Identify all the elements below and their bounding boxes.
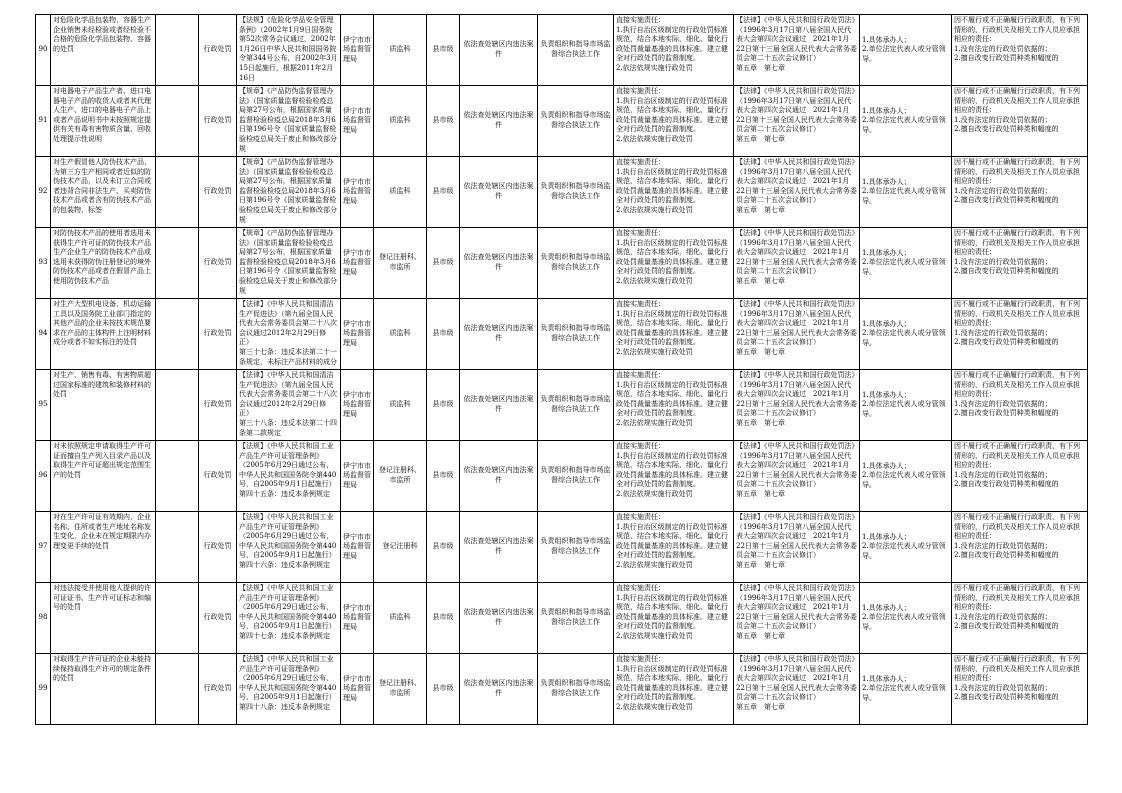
blank-cell	[156, 15, 199, 86]
legal-basis-cell: 【法规】《中华人民共和国工业产品生产许可证管理条例》（2005年6月29日通过公布，中华人民共和国国务院令第440号，自2005年9月1日起施行） 第四十八条：违反本条例规定	[237, 654, 341, 725]
table-row	[36, 228, 1088, 299]
blank-cell	[156, 157, 199, 228]
office-cell: 登记注册科、市监所	[374, 228, 427, 299]
table-row	[36, 86, 1088, 157]
item-name-cell: 对生产大型机电设备、机动运输工具以及国务院工业部门指定的其他产品的企业未按技术规范要求在产品的主体构件上注明材料成分或者不如实标注的处罚	[51, 299, 156, 370]
legal-basis-cell: 【法规】《中华人民共和国工业产品生产许可证管理条例》（2005年6月29日通过公布，中华人民共和国国务院令第440号，自2005年9月1日起施行） 第四十六条：违反本条例规定	[237, 512, 341, 583]
table-row	[36, 441, 1088, 512]
responsibility-cell: 直接实施责任： 1.执行自治区级制定的行政处罚标准规范，结合本地实际，细化、量化行政处罚裁量基准的具体标准。建立健全对行政处罚的监督制度。 2.依法依规实施行政处罚	[614, 370, 734, 441]
blank-cell	[156, 299, 199, 370]
office-cell: 质监科	[374, 370, 427, 441]
row-number: 94	[36, 299, 51, 370]
responsibility-law-cell: 【法律】《中华人民共和国行政处罚法》（1996年3月17日第八届全国人民代表大会第四次会议通过 2021年1月22日第十三届全国人民代表大会常务委员会第二十五次会议修订） 第五章 第七章	[734, 86, 860, 157]
category-cell: 行政处罚	[199, 228, 237, 299]
liable-person-cell: 1.具体承办人； 2.单位法定代表人或分管领导。	[860, 583, 952, 654]
subject-cell: 依法查处辖区内违法案件	[460, 512, 538, 583]
duty-cell: 负责组织和指导市场监督综合执法工作	[538, 299, 614, 370]
subject-cell: 依法查处辖区内违法案件	[460, 299, 538, 370]
exemption-cell: 因不履行或不正确履行行政职责，有下列情形的，行政机关及相关工作人员应承担相应的责任： 1.没有法定的行政处罚依据的； 2.擅自改变行政处罚种类和幅度的	[952, 370, 1088, 441]
row-number: 97	[36, 512, 51, 583]
office-cell: 登记注册科、市监所	[374, 654, 427, 725]
legal-basis-cell: 【规章】《产品防伪监督管理办法》（国家质量监督检验检疫总局第27号公布，根据国家质量监督检验检疫总局2018年3月6日第196号令《国家质量监督检验检疫总局关于废止和修改部分规	[237, 157, 341, 228]
liable-person-cell: 1.具体承办人； 2.单位法定代表人或分管领导。	[860, 441, 952, 512]
department-cell: 伊宁市市场监督管理局	[341, 299, 374, 370]
subject-cell: 依法查处辖区内违法案件	[460, 654, 538, 725]
liable-person-cell: 1.具体承办人； 2.单位法定代表人或分管领导。	[860, 512, 952, 583]
legal-basis-cell: 【法律】《中华人民共和国清洁生产促进法》（第九届全国人民代表大会常务委员会第二十八次会议通过2012年2月29日修正） 第三十七条：违反本法第二十一条规定，未标注产品材料的成分	[237, 299, 341, 370]
table-row	[36, 15, 1088, 86]
liable-person-cell: 1.具体承办人； 2.单位法定代表人或分管领导。	[860, 157, 952, 228]
responsibility-cell: 直接实施责任： 1.执行自治区级制定的行政处罚标准规范，结合本地实际，细化、量化行政处罚裁量基准的具体标准。建立健全对行政处罚的监督制度。 2.依法依规实施行政处罚	[614, 86, 734, 157]
blank-cell	[156, 86, 199, 157]
legal-basis-cell: 【法规】《危险化学品安全管理条例》（2002年1月9日国务院第52次常务会议通过，2002年1月26日中华人民共和国国务院令第344号公布，自2002年3月15日起施行，根据2011年2月16日	[237, 15, 341, 86]
category-cell: 行政处罚	[199, 512, 237, 583]
responsibility-list-table	[35, 14, 1088, 725]
blank-cell	[156, 370, 199, 441]
responsibility-law-cell: 【法律】《中华人民共和国行政处罚法》（1996年3月17日第八届全国人民代表大会第四次会议通过 2021年1月22日第十三届全国人民代表大会常务委员会第二十五次会议修订） 第五章 第七章	[734, 299, 860, 370]
duty-cell: 负责组织和指导市场监督综合执法工作	[538, 15, 614, 86]
table-row	[36, 370, 1088, 441]
duty-cell: 负责组织和指导市场监督综合执法工作	[538, 228, 614, 299]
responsibility-cell: 直接实施责任： 1.执行自治区级制定的行政处罚标准规范，结合本地实际，细化、量化行政处罚裁量基准的具体标准。建立健全对行政处罚的监督制度。 2.依法依规实施行政处罚	[614, 228, 734, 299]
legal-basis-cell: 【规章】《产品防伪监督管理办法》（国家质量监督检验检疫总局第27号公布，根据国家质量监督检验检疫总局2018年3月6日第196号令《国家质量监督检验检疫总局关于废止和修改部分规	[237, 86, 341, 157]
liable-person-cell: 1.具体承办人； 2.单位法定代表人或分管领导。	[860, 86, 952, 157]
responsibility-cell: 直接实施责任： 1.执行自治区级制定的行政处罚标准规范，结合本地实际，细化、量化行政处罚裁量基准的具体标准。建立健全对行政处罚的监督制度。 2.依法依规实施行政处罚	[614, 583, 734, 654]
office-cell: 质监科	[374, 583, 427, 654]
liable-person-cell: 1.具体承办人； 2.单位法定代表人或分管领导。	[860, 299, 952, 370]
row-number: 91	[36, 86, 51, 157]
category-cell: 行政处罚	[199, 441, 237, 512]
table-row	[36, 583, 1088, 654]
liable-person-cell: 1.具体承办人； 2.单位法定代表人或分管领导。	[860, 370, 952, 441]
responsibility-law-cell: 【法律】《中华人民共和国行政处罚法》（1996年3月17日第八届全国人民代表大会第四次会议通过 2021年1月22日第十三届全国人民代表大会常务委员会第二十五次会议修订） 第五章 第七章	[734, 228, 860, 299]
level-cell: 县市级	[427, 441, 460, 512]
blank-cell	[156, 654, 199, 725]
level-cell: 县市级	[427, 512, 460, 583]
row-number: 95	[36, 370, 51, 441]
duty-cell: 负责组织和指导市场监督综合执法工作	[538, 512, 614, 583]
category-cell: 行政处罚	[199, 583, 237, 654]
responsibility-law-cell: 【法律】《中华人民共和国行政处罚法》（1996年3月17日第八届全国人民代表大会第四次会议通过 2021年1月22日第十三届全国人民代表大会常务委员会第二十五次会议修订） 第五章 第七章	[734, 15, 860, 86]
department-cell: 伊宁市市场监督管理局	[341, 15, 374, 86]
row-number: 92	[36, 157, 51, 228]
exemption-cell: 因不履行或不正确履行行政职责，有下列情形的，行政机关及相关工作人员应承担相应的责任： 1.没有法定的行政处罚依据的； 2.擅自改变行政处罚种类和幅度的	[952, 512, 1088, 583]
liable-person-cell: 1.具体承办人； 2.单位法定代表人或分管领导。	[860, 654, 952, 725]
department-cell: 伊宁市市场监督管理局	[341, 157, 374, 228]
responsibility-law-cell: 【法律】《中华人民共和国行政处罚法》（1996年3月17日第八届全国人民代表大会第四次会议通过 2021年1月22日第十三届全国人民代表大会常务委员会第二十五次会议修订） 第五章 第七章	[734, 583, 860, 654]
department-cell: 伊宁市市场监督管理局	[341, 654, 374, 725]
office-cell: 登记注册科、市监所	[374, 441, 427, 512]
row-number: 90	[36, 15, 51, 86]
category-cell: 行政处罚	[199, 654, 237, 725]
table-row	[36, 654, 1088, 725]
subject-cell: 依法查处辖区内违法案件	[460, 157, 538, 228]
exemption-cell: 因不履行或不正确履行行政职责，有下列情形的，行政机关及相关工作人员应承担相应的责任： 1.没有法定的行政处罚依据的； 2.擅自改变行政处罚种类和幅度的	[952, 583, 1088, 654]
office-cell: 质监科	[374, 86, 427, 157]
department-cell: 伊宁市市场监督管理局	[341, 228, 374, 299]
item-name-cell: 对危险化学品包装物、容器生产企业销售未经检验或者经检验不合格的危险化学品包装物、容器的处罚	[51, 15, 156, 86]
blank-cell	[156, 228, 199, 299]
department-cell: 伊宁市市场监督管理局	[341, 441, 374, 512]
duty-cell: 负责组织和指导市场监督综合执法工作	[538, 583, 614, 654]
office-cell: 质监科	[374, 157, 427, 228]
subject-cell: 依法查处辖区内违法案件	[460, 228, 538, 299]
item-name-cell: 对生产、销售有毒、有害物质超过国家标准的建筑和装修材料的处罚	[51, 370, 156, 441]
table-row	[36, 157, 1088, 228]
category-cell: 行政处罚	[199, 370, 237, 441]
category-cell: 行政处罚	[199, 15, 237, 86]
responsibility-cell: 直接实施责任： 1.执行自治区级制定的行政处罚标准规范，结合本地实际，细化、量化行政处罚裁量基准的具体标准。建立健全对行政处罚的监督制度。 2.依法依规实施行政处罚	[614, 654, 734, 725]
item-name-cell: 对电器电子产品生产者、进口电器电子产品的收货人或者其代理人生产、进口的电器电子产品上或者产品说明书中未按照规定提供有关有毒有害物质含量、回收处理提示性说明	[51, 86, 156, 157]
responsibility-cell: 直接实施责任： 1.执行自治区级制定的行政处罚标准规范，结合本地实际，细化、量化行政处罚裁量基准的具体标准。建立健全对行政处罚的监督制度。 2.依法依规实施行政处罚	[614, 157, 734, 228]
level-cell: 县市级	[427, 86, 460, 157]
subject-cell: 依法查处辖区内违法案件	[460, 370, 538, 441]
blank-cell	[156, 583, 199, 654]
department-cell: 伊宁市市场监督管理局	[341, 512, 374, 583]
responsibility-law-cell: 【法律】《中华人民共和国行政处罚法》（1996年3月17日第八届全国人民代表大会第四次会议通过 2021年1月22日第十三届全国人民代表大会常务委员会第二十五次会议修订） 第五章 第七章	[734, 157, 860, 228]
table-row	[36, 299, 1088, 370]
responsibility-cell: 直接实施责任： 1.执行自治区级制定的行政处罚标准规范，结合本地实际，细化、量化行政处罚裁量基准的具体标准。建立健全对行政处罚的监督制度。 2.依法依规实施行政处罚	[614, 15, 734, 86]
level-cell: 县市级	[427, 299, 460, 370]
level-cell: 县市级	[427, 15, 460, 86]
office-cell: 登记注册科	[374, 512, 427, 583]
blank-cell	[156, 512, 199, 583]
legal-basis-cell: 【法规】《中华人民共和国工业产品生产许可证管理条例》（2005年6月29日通过公布，中华人民共和国国务院令第440号，自2005年9月1日起施行） 第四十五条：违反本条例规定	[237, 441, 341, 512]
level-cell: 县市级	[427, 228, 460, 299]
level-cell: 县市级	[427, 157, 460, 228]
row-number: 96	[36, 441, 51, 512]
exemption-cell: 因不履行或不正确履行行政职责，有下列情形的，行政机关及相关工作人员应承担相应的责任： 1.没有法定的行政处罚依据的； 2.擅自改变行政处罚种类和幅度的	[952, 441, 1088, 512]
item-name-cell: 对取得生产许可证的企业未能持续保持取得生产许可的规定条件的处罚	[51, 654, 156, 725]
subject-cell: 依法查处辖区内违法案件	[460, 441, 538, 512]
item-name-cell: 对未依照规定申请取得生产许可证而擅自生产列入目录产品以及取得生产许可证超出规定范围生产的处罚	[51, 441, 156, 512]
exemption-cell: 因不履行或不正确履行行政职责，有下列情形的，行政机关及相关工作人员应承担相应的责任： 1.没有法定的行政处罚依据的； 2.擅自改变行政处罚种类和幅度的	[952, 654, 1088, 725]
row-number: 98	[36, 583, 51, 654]
legal-basis-cell: 【规章】《产品防伪监督管理办法》（国家质量监督检验检疫总局第27号公布，根据国家质量监督检验检疫总局2018年3月6日第196号令《国家质量监督检验检疫总局关于废止和修改部分规	[237, 228, 341, 299]
liable-person-cell: 1.具体承办人； 2.单位法定代表人或分管领导。	[860, 228, 952, 299]
item-name-cell: 对生产假冒他人防伪技术产品，为第三方生产相同或者近似的防伪技术产品，以及未订立合同或者违背合同非法生产、买卖防伪技术产品或者含有防伪技术产品的包装物、标签	[51, 157, 156, 228]
category-cell: 行政处罚	[199, 86, 237, 157]
department-cell: 伊宁市市场监督管理局	[341, 583, 374, 654]
level-cell: 县市级	[427, 654, 460, 725]
responsibility-law-cell: 【法律】《中华人民共和国行政处罚法》（1996年3月17日第八届全国人民代表大会第四次会议通过 2021年1月22日第十三届全国人民代表大会常务委员会第二十五次会议修订） 第五章 第七章	[734, 370, 860, 441]
row-number: 99	[36, 654, 51, 725]
department-cell: 伊宁市市场监督管理局	[341, 86, 374, 157]
responsibility-cell: 直接实施责任： 1.执行自治区级制定的行政处罚标准规范，结合本地实际，细化、量化行政处罚裁量基准的具体标准。建立健全对行政处罚的监督制度。 2.依法依规实施行政处罚	[614, 441, 734, 512]
duty-cell: 负责组织和指导市场监督综合执法工作	[538, 86, 614, 157]
category-cell: 行政处罚	[199, 157, 237, 228]
exemption-cell: 因不履行或不正确履行行政职责，有下列情形的，行政机关及相关工作人员应承担相应的责任： 1.没有法定的行政处罚依据的； 2.擅自改变行政处罚种类和幅度的	[952, 157, 1088, 228]
office-cell: 质监科	[374, 15, 427, 86]
subject-cell: 依法查处辖区内违法案件	[460, 583, 538, 654]
office-cell: 质监科	[374, 299, 427, 370]
subject-cell: 依法查处辖区内违法案件	[460, 15, 538, 86]
item-name-cell: 对违法接受并使用他人提供的许可证证书、生产许可证标志和编号的处罚	[51, 583, 156, 654]
level-cell: 县市级	[427, 370, 460, 441]
responsibility-cell: 直接实施责任： 1.执行自治区级制定的行政处罚标准规范，结合本地实际，细化、量化行政处罚裁量基准的具体标准。建立健全对行政处罚的监督制度。 2.依法依规实施行政处罚	[614, 299, 734, 370]
responsibility-law-cell: 【法律】《中华人民共和国行政处罚法》（1996年3月17日第八届全国人民代表大会第四次会议通过 2021年1月22日第十三届全国人民代表大会常务委员会第二十五次会议修订） 第五章 第七章	[734, 512, 860, 583]
exemption-cell: 因不履行或不正确履行行政职责，有下列情形的，行政机关及相关工作人员应承担相应的责任： 1.没有法定的行政处罚依据的； 2.擅自改变行政处罚种类和幅度的	[952, 228, 1088, 299]
liable-person-cell: 1.具体承办人； 2.单位法定代表人或分管领导。	[860, 15, 952, 86]
subject-cell: 依法查处辖区内违法案件	[460, 86, 538, 157]
table-row	[36, 512, 1088, 583]
responsibility-cell: 直接实施责任： 1.执行自治区级制定的行政处罚标准规范，结合本地实际，细化、量化行政处罚裁量基准的具体标准。建立健全对行政处罚的监督制度。 2.依法依规实施行政处罚	[614, 512, 734, 583]
responsibility-law-cell: 【法律】《中华人民共和国行政处罚法》（1996年3月17日第八届全国人民代表大会第四次会议通过 2021年1月22日第十三届全国人民代表大会常务委员会第二十五次会议修订） 第五章 第七章	[734, 441, 860, 512]
responsibility-law-cell: 【法律】《中华人民共和国行政处罚法》（1996年3月17日第八届全国人民代表大会第四次会议通过 2021年1月22日第十三届全国人民代表大会常务委员会第二十五次会议修订） 第五章 第七章	[734, 654, 860, 725]
duty-cell: 负责组织和指导市场监督综合执法工作	[538, 157, 614, 228]
duty-cell: 负责组织和指导市场监督综合执法工作	[538, 654, 614, 725]
blank-cell	[156, 441, 199, 512]
item-name-cell: 对在生产许可证有效期内，企业名称、住所或者生产地址名称发生变化，企业未在规定期限内办理变更手续的处罚	[51, 512, 156, 583]
duty-cell: 负责组织和指导市场监督综合执法工作	[538, 441, 614, 512]
category-cell: 行政处罚	[199, 299, 237, 370]
item-name-cell: 对防伪技术产品的使用者选用未获得生产许可证的防伪技术产品生产企业生产的防伪技术产品或选用未获得防伪注册登记的境外防伪技术产品或者在假冒产品上使用防伪技术产品	[51, 228, 156, 299]
legal-basis-cell: 【法规】《中华人民共和国工业产品生产许可证管理条例》（2005年6月29日通过公布，中华人民共和国国务院令第440号，自2005年9月1日起施行） 第四十七条：违反本条例规定	[237, 583, 341, 654]
department-cell: 伊宁市市场监督管理局	[341, 370, 374, 441]
duty-cell: 负责组织和指导市场监督综合执法工作	[538, 370, 614, 441]
exemption-cell: 因不履行或不正确履行行政职责，有下列情形的，行政机关及相关工作人员应承担相应的责任： 1.没有法定的行政处罚依据的； 2.擅自改变行政处罚种类和幅度的	[952, 86, 1088, 157]
row-number: 93	[36, 228, 51, 299]
legal-basis-cell: 【法律】《中华人民共和国清洁生产促进法》（第九届全国人民代表大会常务委员会第二十八次会议通过2012年2月29日修正） 第三十八条：违反本法第二十四条第二款规定	[237, 370, 341, 441]
level-cell: 县市级	[427, 583, 460, 654]
exemption-cell: 因不履行或不正确履行行政职责，有下列情形的，行政机关及相关工作人员应承担相应的责任： 1.没有法定的行政处罚依据的； 2.擅自改变行政处罚种类和幅度的	[952, 15, 1088, 86]
exemption-cell: 因不履行或不正确履行行政职责，有下列情形的，行政机关及相关工作人员应承担相应的责任： 1.没有法定的行政处罚依据的； 2.擅自改变行政处罚种类和幅度的	[952, 299, 1088, 370]
